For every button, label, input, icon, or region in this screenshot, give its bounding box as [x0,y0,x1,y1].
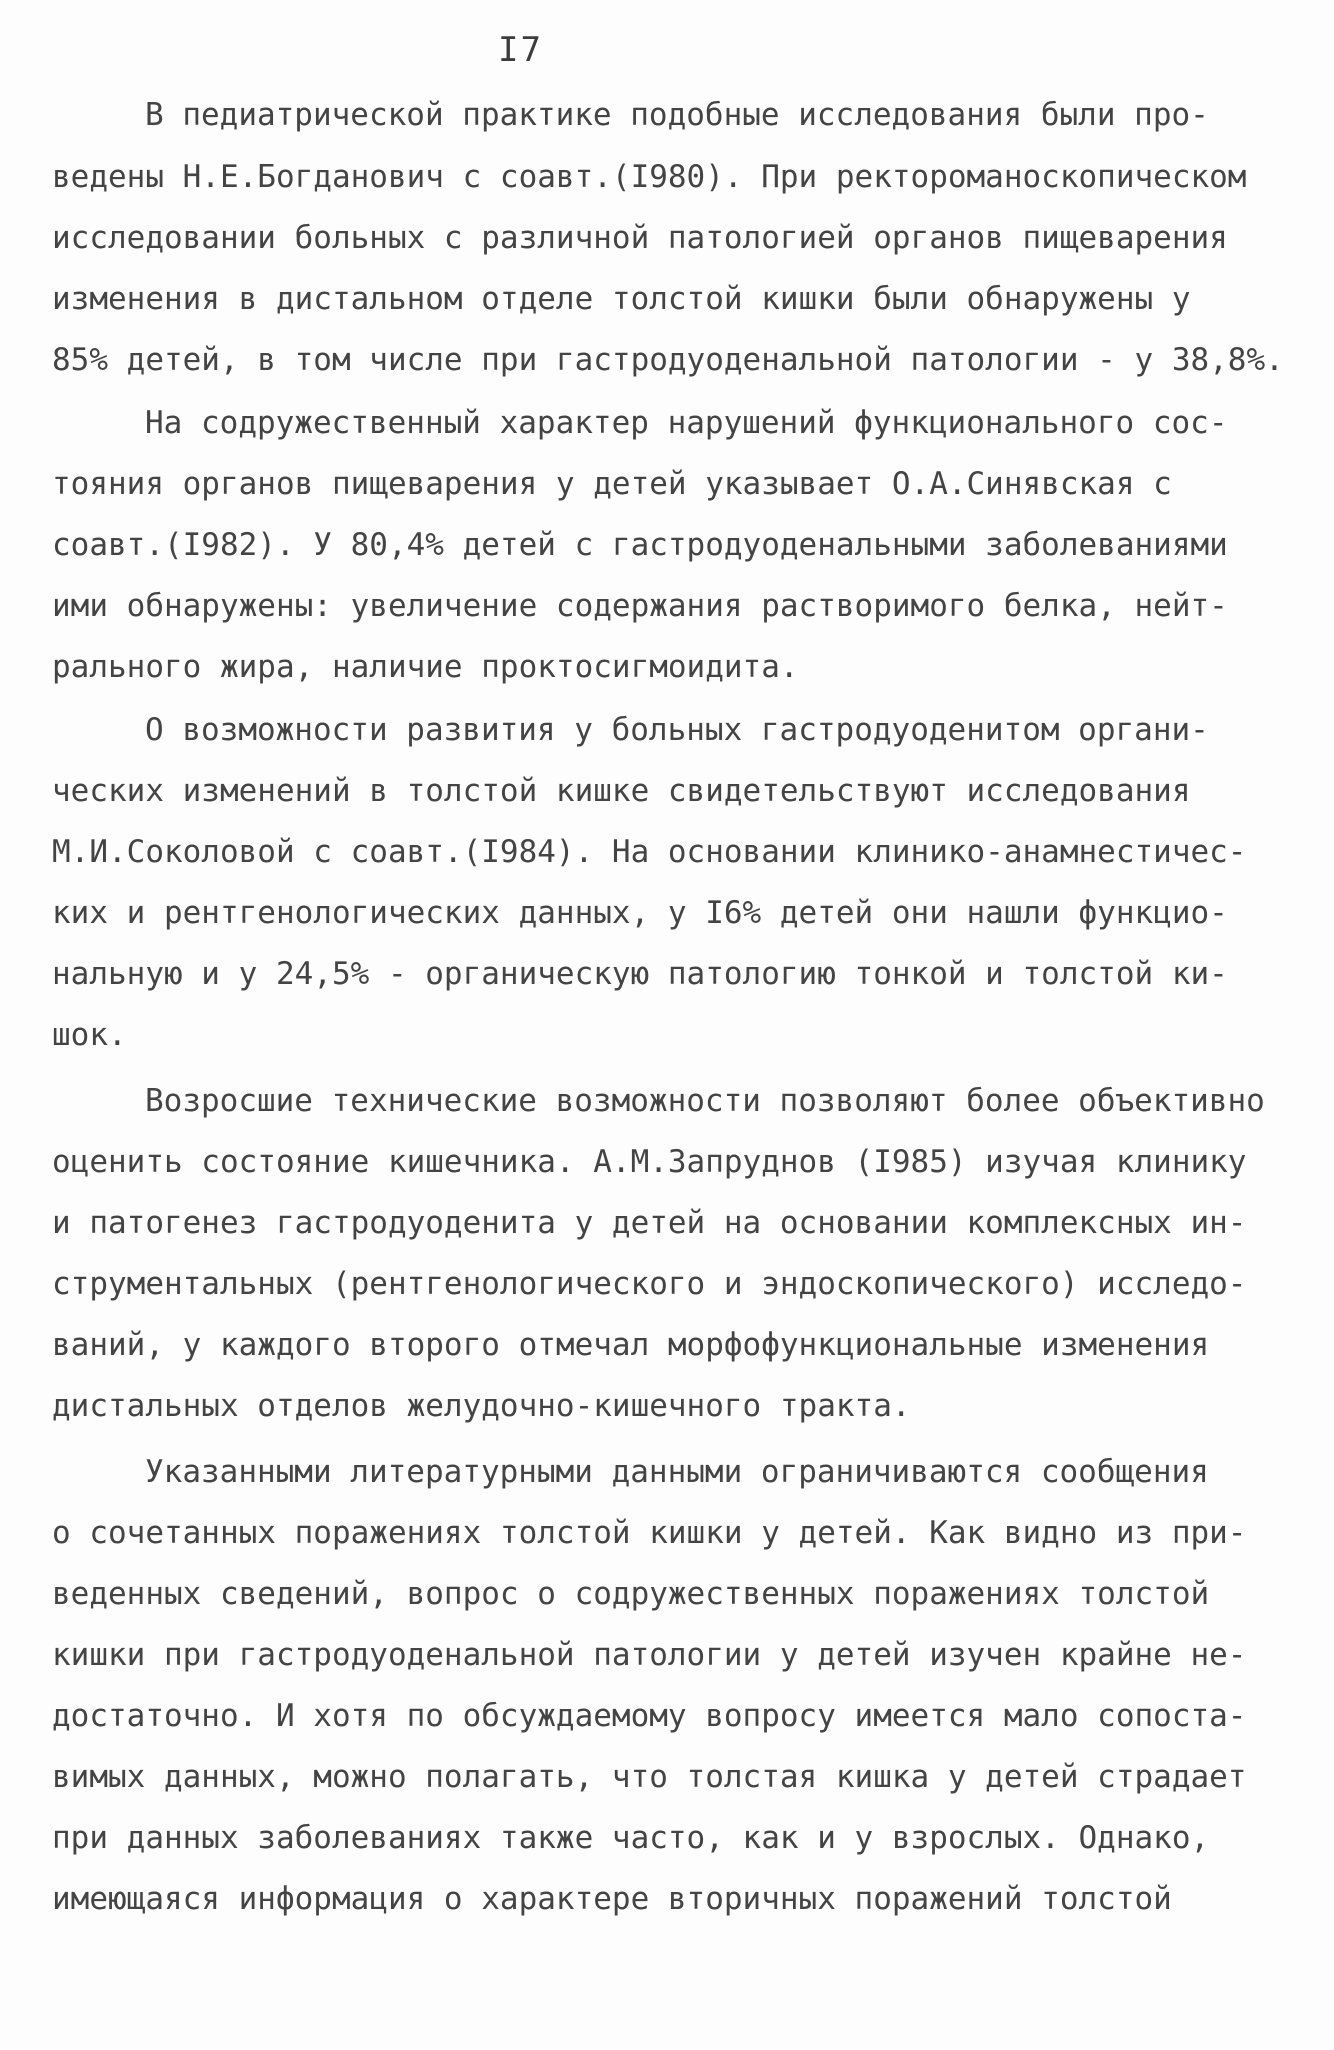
text-line: 85% детей, в том числе при гастродуоденальной патологии - у 38,8%. [52,342,1284,378]
text-line: ваний, у каждого второго отмечал морфофункциональные изменения [52,1327,1210,1363]
text-line: при данных заболеваниях также часто, как и у взрослых. Однако, [52,1820,1210,1856]
text-line: рального жира, наличие проктосигмоидита. [52,649,799,685]
text-line: и патогенез гастродуоденита у детей на основании комплексных ин- [52,1205,1247,1241]
text-line: кишки при гастродуоденальной патологии у детей изучен крайне не- [52,1637,1247,1673]
text-line: ческих изменений в толстой кишке свидетельствуют исследования [52,773,1191,809]
text-line: О возможности развития у больных гастродуоденитом органи- [145,712,1209,748]
text-line: На содружественный характер нарушений функционального сос- [145,405,1228,441]
text-line: дистальных отделов желудочно-кишечного тракта. [52,1388,911,1424]
text-line: струментальных (рентгенологического и эндоскопического) исследо- [52,1266,1247,1302]
text-line: Возросшие технические возможности позволяют более объективно [145,1083,1265,1119]
text-line: достаточно. И хотя по обсуждаемому вопросу имеется мало сопоста- [52,1698,1247,1734]
text-line: вимых данных, можно полагать, что толстая кишка у детей страдает [52,1759,1247,1795]
text-line: ких и рентгенологических данных, у I6% детей они нашли функцио- [52,895,1228,931]
text-line: тояния органов пищеварения у детей указывает О.А.Синявская с [52,466,1172,502]
text-line: Указанными литературными данными ограничиваются сообщения [145,1454,1209,1490]
page-number: I7 [498,30,543,70]
text-line: ведены Н.Е.Богданович с соавт.(I980). При ректороманоскопическом [52,159,1247,195]
text-line: о сочетанных поражениях толстой кишки у детей. Как видно из при- [52,1515,1247,1551]
text-line: М.И.Соколовой с соавт.(I984). На основании клинико-анамнестичес- [52,834,1247,870]
text-line: соавт.(I982). У 80,4% детей с гастродуоденальными заболеваниями [52,527,1228,563]
text-line: веденных сведений, вопрос о содружественных поражениях толстой [52,1576,1210,1612]
text-line: нальную и у 24,5% - органическую патологию тонкой и толстой ки- [52,956,1228,992]
text-line: шок. [52,1017,127,1053]
text-line: исследовании больных с различной патологией органов пищеварения [52,220,1228,256]
text-line: изменения в дистальном отделе толстой кишки были обнаружены у [52,281,1191,317]
text-line: В педиатрической практике подобные исследования были про- [145,97,1209,133]
text-line: имеющаяся информация о характере вторичных поражений толстой [52,1881,1172,1917]
text-line: оценить состояние кишечника. А.М.Запруднов (I985) изучая клинику [52,1144,1247,1180]
text-line: ими обнаружены: увеличение содержания растворимого белка, нейт- [52,588,1228,624]
